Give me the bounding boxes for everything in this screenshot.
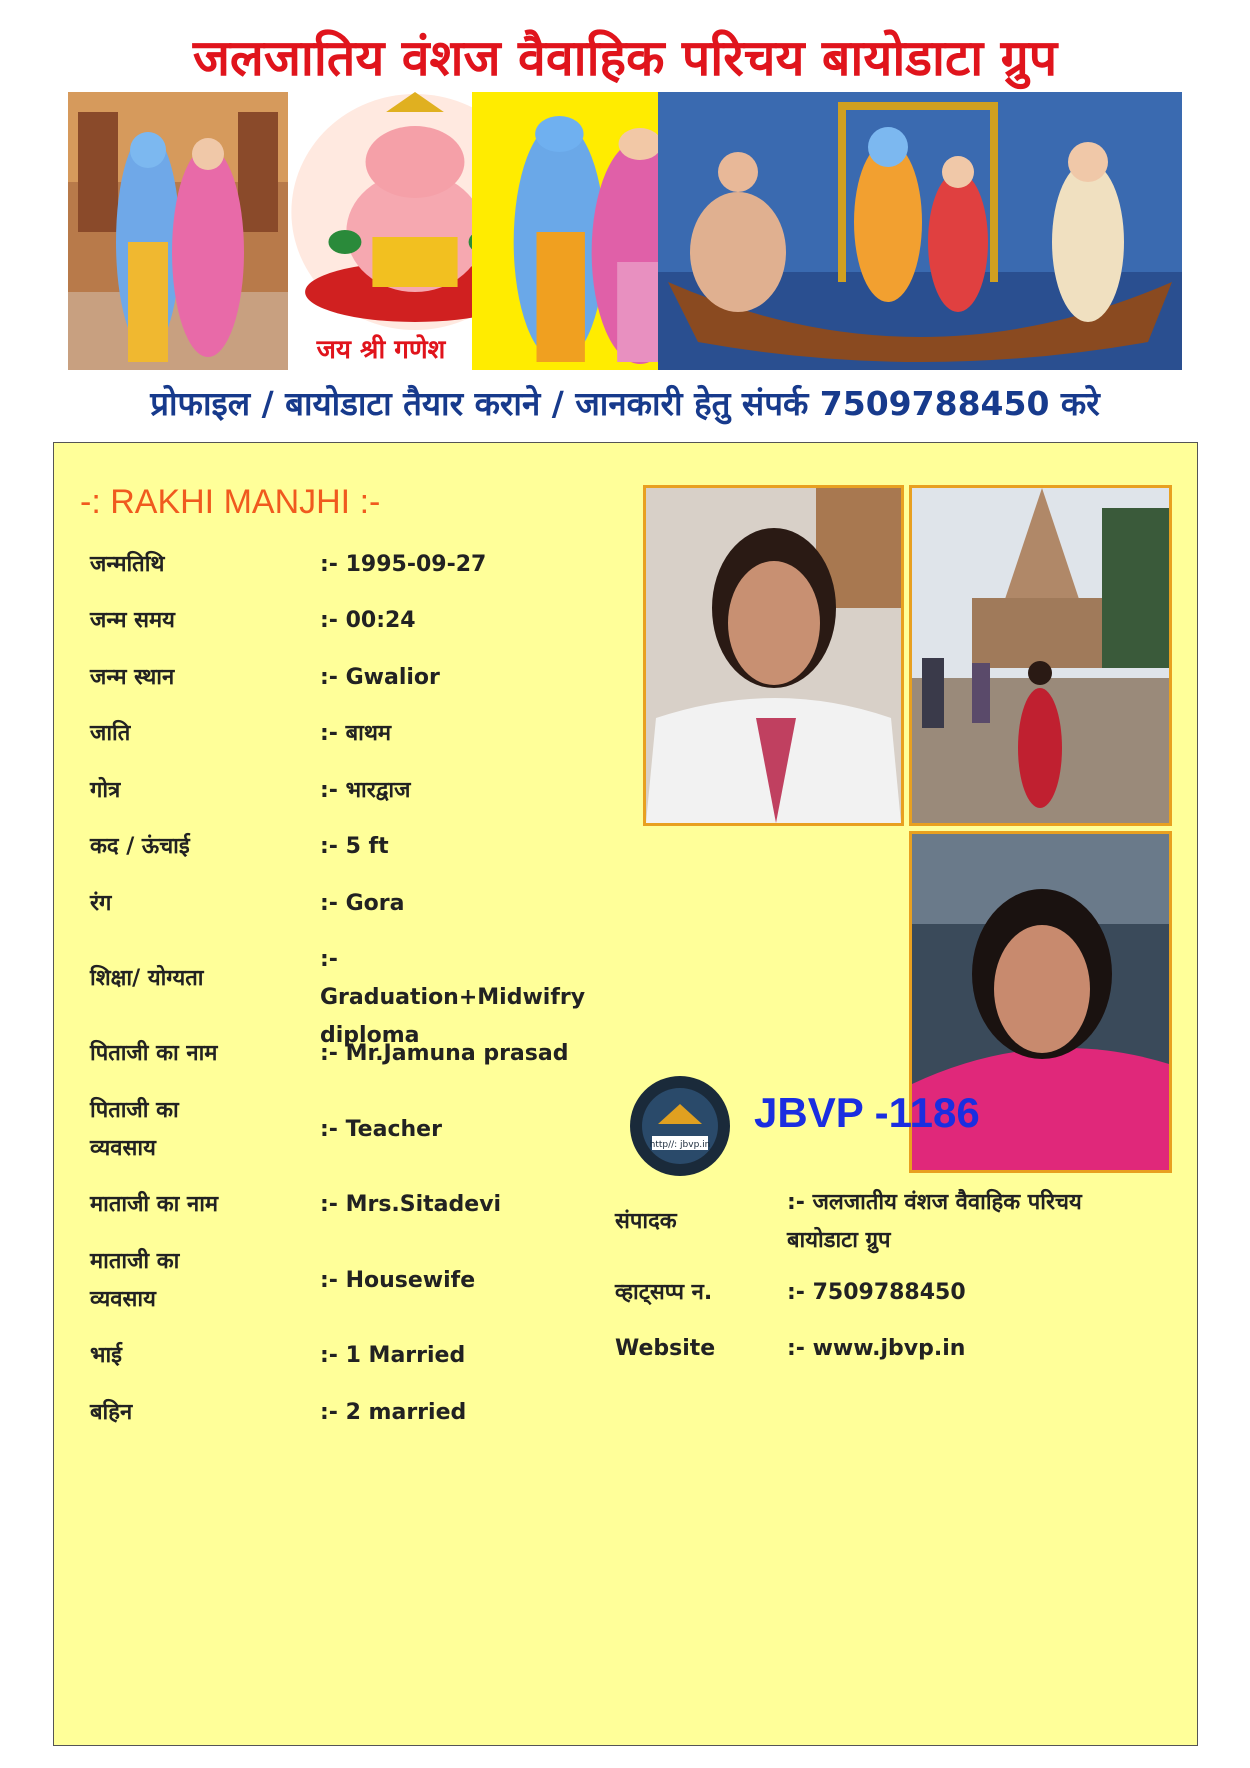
field-label: शिक्षा/ योग्यता	[90, 966, 204, 991]
field-value: :- Gwalior	[320, 665, 440, 690]
profile-card	[53, 442, 1198, 1746]
field-value: :- Teacher	[320, 1117, 442, 1142]
editor-label: संपादक	[615, 1209, 677, 1234]
ganesh-caption: जय श्री गणेश	[316, 335, 446, 365]
field-label: जन्म समय	[90, 608, 175, 633]
field-value: :- 5 ft	[320, 834, 389, 859]
devotional-banner	[68, 92, 1182, 370]
profile-photo-1	[643, 485, 904, 826]
whatsapp-value: :- 7509788450	[787, 1280, 966, 1305]
field-label: जन्मतिथि	[90, 552, 165, 577]
field-label: जन्म स्थान	[90, 665, 175, 690]
field-value: :- भारद्वाज	[320, 778, 411, 803]
field-label: जाति	[90, 721, 131, 746]
field-value: :- 1 Married	[320, 1343, 466, 1368]
field-value: :- Mr.Jamuna prasad	[320, 1041, 569, 1066]
whatsapp-label: व्हाट्सप्प न.	[615, 1280, 713, 1305]
contact-line: प्रोफाइल / बायोडाटा तैयार कराने / जानकारी हेतु संपर्क 7509788450 करे	[150, 384, 1100, 423]
field-value: :- 2 married	[320, 1400, 467, 1425]
field-label: कद / ऊंचाई	[90, 834, 190, 859]
field-label: माताजी का व्यवसाय	[90, 1249, 180, 1312]
jbvp-logo	[628, 1074, 732, 1178]
field-value: :- Gora	[320, 891, 405, 916]
field-value: :- 1995-09-27	[320, 552, 487, 577]
website-value: :- www.jbvp.in	[787, 1336, 966, 1361]
field-value: :- Graduation+Midwifry diploma	[320, 947, 586, 1048]
field-value: :- बाथम	[320, 721, 392, 746]
profile-photo-2	[909, 485, 1172, 826]
field-label: गोत्र	[90, 778, 121, 803]
field-label: भाई	[90, 1343, 122, 1368]
field-value: :- 00:24	[320, 608, 416, 633]
field-value: :- Mrs.Sitadevi	[320, 1192, 502, 1217]
header-title: जलजातिय वंशज वैवाहिक परिचय बायोडाटा ग्रुप	[192, 29, 1058, 87]
field-label: बहिन	[90, 1400, 133, 1425]
profile-id: JBVP -1186	[754, 1089, 980, 1136]
ram-sita-wedding-image	[68, 92, 288, 370]
field-label: रंग	[90, 891, 112, 916]
logo-text: http//: jbvp.in	[649, 1140, 711, 1150]
profile-name: -: RAKHI MANJHI :-	[80, 483, 381, 521]
editor-value: :- जलजातीय वंशज वैवाहिक परिचय बायोडाटा ग्रुप	[787, 1190, 1082, 1253]
website-label: Website	[615, 1336, 716, 1361]
ram-boat-image	[658, 92, 1182, 370]
field-label: पिताजी का नाम	[90, 1041, 218, 1066]
field-label: माताजी का नाम	[90, 1192, 219, 1217]
field-label: पिताजी का व्यवसाय	[90, 1098, 179, 1161]
field-value: :- Housewife	[320, 1268, 476, 1293]
